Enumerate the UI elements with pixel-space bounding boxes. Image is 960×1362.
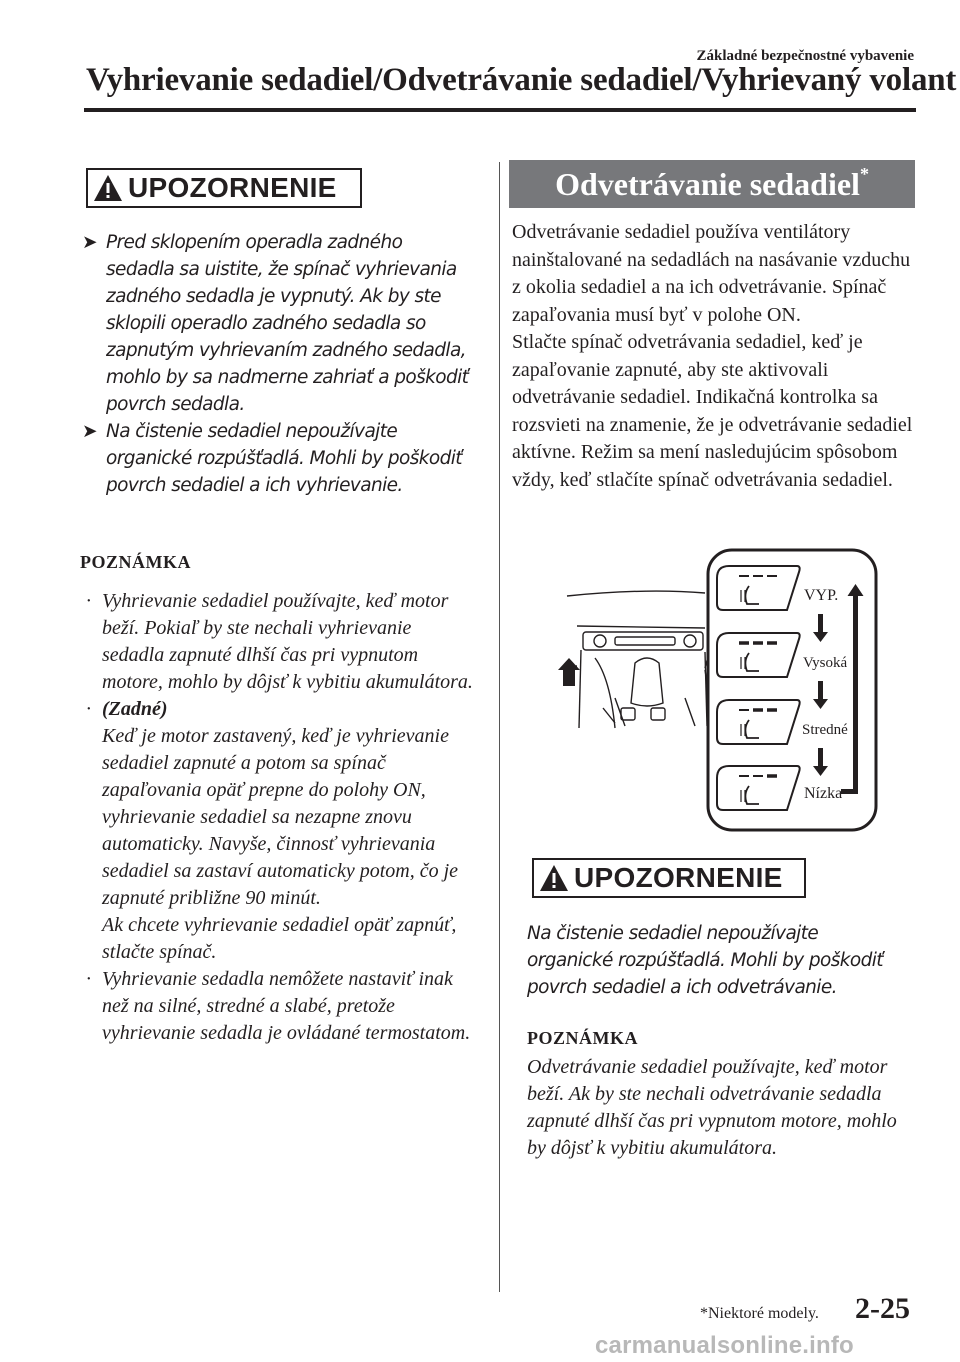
footnote-star: * [859, 163, 869, 184]
page-title: Vyhrievanie sedadiel/Odvetrávanie sedadiel/Vyhrievaný volant [86, 62, 957, 98]
mode-label-low: Nízka [804, 785, 843, 802]
warning-text-right: Na čistenie sedadiel nepoužívajte organické rozpúšťadlá. Mohli by poškodiť povrch sedadiel a ich odvetrávanie. [527, 923, 883, 998]
body-text-right [512, 219, 917, 494]
title-rule [84, 108, 916, 112]
pointer-arrow-icon [558, 658, 580, 686]
note-title-left: POZNÁMKA [80, 552, 191, 572]
dot-bullet-icon: · [86, 968, 91, 990]
note-item [80, 696, 475, 966]
dot-bullet-icon: · [86, 590, 91, 612]
warning-label: UPOZORNENIE [574, 862, 783, 893]
warning-icon [534, 864, 574, 892]
footnote: *Niektoré modely. [700, 1305, 819, 1322]
body-paragraph: Odvetrávanie sedadiel používa ventilátory nainštalované na sedadlách na nasávanie vzduchu z okolia sedadiel a na ich odvetrávanie. Spínač zapaľovania musí byť v polohe ON. [512, 221, 911, 326]
note-title-right: POZNÁMKA [527, 1028, 638, 1048]
warning-text: Pred sklopením operadla zadného sedadla sa uistite, že spínač vyhrievania zadného sedadla je vypnutý. Ak by ste sklopili operadlo zadného sedadla so zapnutým vyhrievaním zadného sedadla, mohlo by sa nadmerne zahriať a poškodiť povrch sedadla. [106, 232, 469, 415]
dot-bullet-icon: · [86, 698, 91, 720]
note-text: Keď je motor zastavený, keď je vyhrievanie sedadiel zapnuté a potom sa spínač zapaľovania opäť prepne do polohy ON, vyhrievanie sedadiel sa nezapne znovu automaticky. Navyše, činnosť vyhrievania sedadiel sa zastaví automaticky potom, čo je zapnuté približne 90 minút. [102, 725, 459, 909]
warning-label: UPOZORNENIE [128, 172, 337, 203]
note-text-right: Odvetrávanie sedadiel používajte, keď motor beží. Ak by ste nechali odvetrávanie sedadla zapnuté dlhší čas pri vypnutom motore, mohlo by dôjsť k vybitiu akumulátora. [527, 1056, 897, 1159]
note-head: (Zadné) [102, 698, 168, 720]
watermark: carmanualsonline.info [595, 1332, 854, 1359]
mode-label-off: VYP. [804, 587, 839, 604]
note-list-left [80, 588, 475, 1047]
dashboard-illustration [563, 591, 707, 728]
arrow-bullet-icon: ➤ [82, 421, 97, 442]
warning-item [82, 418, 472, 499]
warning-item [82, 229, 472, 418]
mode-label-high: Vysoká [803, 655, 848, 671]
column-divider [499, 162, 500, 1292]
note-text: Vyhrievanie sedadiel používajte, keď motor beží. Pokiaľ by ste nechali vyhrievanie sedadla zapnuté dlhší čas pri vypnutom motore, mohlo by dôjsť k vybitiu akumulátora. [102, 590, 473, 693]
warning-list-left [82, 229, 472, 499]
body-paragraph: Stlačte spínač odvetrávania sedadiel, keď je zapaľovanie zapnuté, aby ste aktivovali odvetrávanie sedadiel. Indikačná kontrolka sa rozsvieti na znamenie, že je odvetrávanie sedadiel aktívne. Režim sa mení nasledujúcim spôsobom vždy, keď stlačíte spínač odvetrávania sedadiel. [512, 331, 913, 491]
note-item [80, 588, 475, 696]
arrow-bullet-icon: ➤ [82, 232, 97, 253]
section-title-bar [509, 160, 915, 208]
warning-box-left [86, 168, 362, 208]
warning-text: Na čistenie sedadiel nepoužívajte organické rozpúšťadlá. Mohli by poškodiť povrch sedadiel a ich vyhrievanie. [106, 421, 462, 496]
seat-ventilation-figure [555, 548, 880, 833]
warning-icon [88, 174, 128, 202]
section-title: Odvetrávanie sedadiel [555, 165, 860, 202]
warning-box-right [532, 858, 806, 898]
note-item [80, 966, 475, 1047]
section-heading: Základné bezpečnostné vybavenie [696, 48, 914, 64]
mode-label-medium: Stredné [802, 722, 848, 738]
note-text: Ak chcete vyhrievanie sedadiel opäť zapnúť, stlačte spínač. [102, 914, 457, 963]
note-text: Vyhrievanie sedadla nemôžete nastaviť inak než na silné, stredné a slabé, pretože vyhrievanie sedadla je ovládané termostatom. [102, 968, 471, 1044]
page-number: 2-25 [855, 1292, 910, 1325]
